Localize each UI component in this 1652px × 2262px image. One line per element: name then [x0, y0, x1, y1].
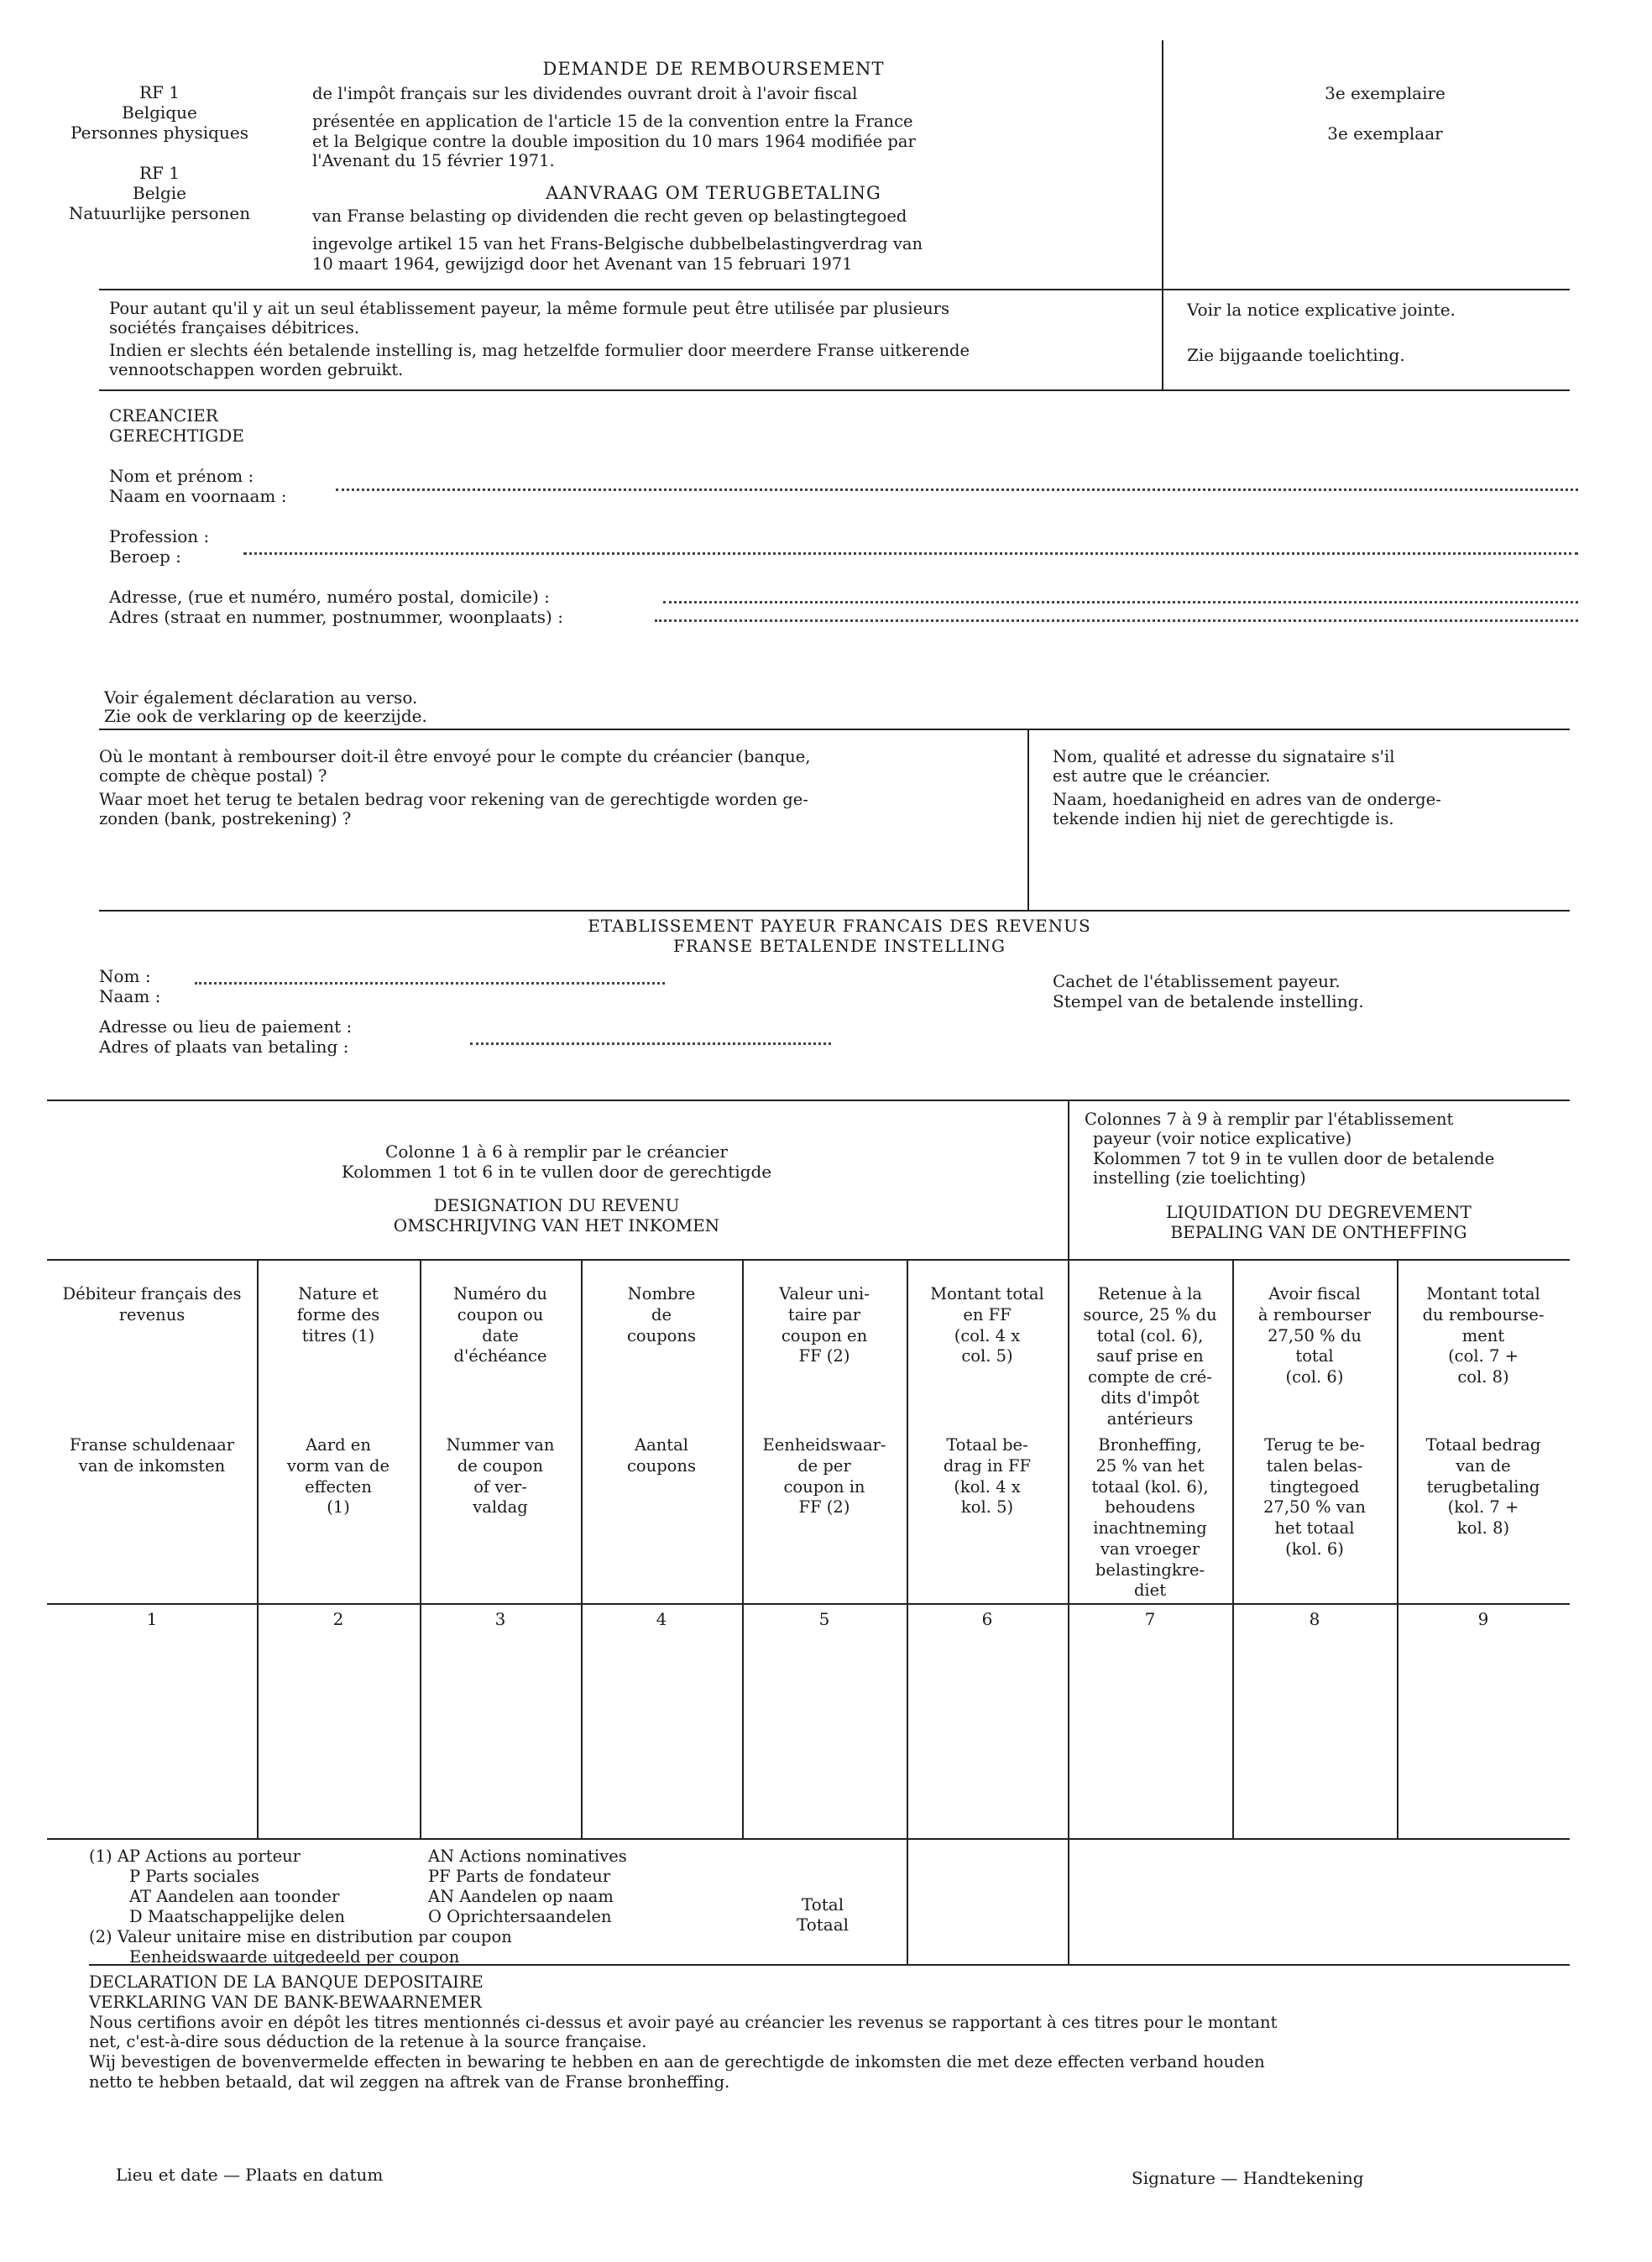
column-9-header-nl-line: Totaal bedrag	[1425, 1435, 1541, 1455]
agent-stamp-nl: Stempel van de betalende instelling.	[1053, 991, 1364, 1011]
column-9-header-fr-line: (col. 7 +	[1448, 1346, 1519, 1366]
column-5-header-nl-line: de per	[797, 1455, 851, 1476]
column-7-header-fr-line: antérieurs	[1106, 1408, 1194, 1429]
column-7-header-fr-line: Retenue à la	[1097, 1284, 1203, 1303]
column-3-header-nl-line: de coupon	[457, 1455, 544, 1476]
column-number-1: 1	[146, 1609, 158, 1629]
column-5-header-nl	[745, 1435, 903, 1518]
payment-question	[99, 747, 1014, 829]
signatory-fr-line-1: Nom, qualité et adresse du signataire s'il	[1053, 747, 1395, 766]
person-type-nl: Natuurlijke personen	[68, 203, 251, 223]
left-head-nl: Kolommen 1 tot 6 in te vullen door de gerechtigde	[341, 1162, 772, 1182]
declaration-title-fr: DECLARATION DE LA BANQUE DEPOSITAIRE	[89, 1972, 484, 1992]
title-fr-line-2: présentée en application de l'article 15 de la convention entre la France	[312, 112, 913, 132]
rule-payment-bottom	[99, 910, 1570, 912]
column-8-header-fr-line: Avoir fiscal	[1268, 1284, 1361, 1303]
column-6-header-fr-line: (col. 4 x	[954, 1325, 1021, 1345]
column-2-header-fr-line: titres (1)	[301, 1325, 375, 1345]
right-sub-fr: LIQUIDATION DU DEGREVEMENT	[1166, 1202, 1472, 1222]
column-number-5: 5	[818, 1609, 830, 1629]
agent-address-label-fr: Adresse ou lieu de paiement :	[99, 1016, 353, 1037]
column-4-header-fr-line: de	[651, 1304, 672, 1324]
footnotes-bottom-rule	[89, 1964, 1570, 1966]
left-group-header	[47, 1141, 1066, 1235]
column-9-header-fr-line: du rembourse-	[1422, 1304, 1545, 1324]
footnote-2-fr: (2) Valeur unitaire mise en distribution par coupon	[89, 1927, 512, 1946]
column-7-header-fr-line: total (col. 6),	[1096, 1325, 1204, 1345]
column-8-header-nl-line: het totaal	[1274, 1518, 1355, 1538]
column-divider-2	[420, 1259, 421, 1838]
agent-name-label-nl: Naam :	[99, 986, 161, 1006]
where-fr-line-1: Où le montant à rembourser doit-il être envoyé pour le compte du créancier (banque,	[99, 747, 811, 766]
title-nl-line-1: van Franse belasting op dividenden die recht geven op belastingtegoed	[312, 206, 907, 226]
column-8-header-nl-line: tingtegoed	[1269, 1476, 1360, 1497]
column-7-header-fr-line: compte de cré-	[1088, 1367, 1212, 1387]
agent-address-field[interactable]	[470, 1042, 831, 1045]
right-head-line-2: payeur (voir notice explicative)	[1093, 1129, 1352, 1149]
column-divider-7	[1232, 1259, 1234, 1838]
header-divider	[1162, 40, 1163, 389]
column-number-7: 7	[1144, 1609, 1156, 1629]
column-divider-4	[742, 1259, 744, 1838]
total-divider-right	[1068, 1838, 1069, 1964]
footnote-ap: (1) AP Actions au porteur	[89, 1847, 301, 1866]
column-7-header-nl-line: 25 % van het	[1095, 1455, 1205, 1476]
column-2-header-nl	[260, 1435, 416, 1518]
left-sub-fr: DESIGNATION DU REVENU	[433, 1195, 680, 1215]
signatory-box	[1053, 747, 1607, 829]
see-also-fr: Voir également déclaration au verso.	[104, 687, 418, 708]
profession-label-fr: Profession :	[109, 526, 210, 546]
column-3-header-fr-line: d'échéance	[453, 1346, 547, 1366]
column-8-header-fr-line: 27,50 % du	[1268, 1325, 1362, 1345]
copy-label-fr: 3e exemplaire	[1325, 83, 1446, 103]
notice-fr-line-1: Pour autant qu'il y ait un seul établissement payeur, la même formule peut être utilisée par plusieurs	[109, 299, 950, 318]
notice-fr-line-2: sociétés françaises débitrices.	[109, 318, 360, 337]
column-5-header-nl-line: coupon in	[783, 1476, 865, 1497]
paying-agent-title-fr: ETABLISSEMENT PAYEUR FRANCAIS DES REVENUS	[588, 916, 1091, 936]
form-code-nl: RF 1	[139, 163, 180, 183]
column-2-header-nl-line: (1)	[327, 1497, 350, 1518]
declaration-fr-line-1: Nous certifions avoir en dépôt les titres mentionnés ci-dessus et avoir payé au créancier les revenus se rapportant à ces titres pour le montant	[89, 2012, 1278, 2032]
declaration	[89, 1972, 1600, 2092]
creditor-title-nl: GERECHTIGDE	[109, 426, 244, 446]
column-9-header-fr-line: ment	[1461, 1325, 1505, 1345]
signatory-nl-line-1: Naam, hoedanigheid en adres van de onderge-	[1053, 789, 1441, 809]
footnote-p: P Parts sociales	[129, 1867, 259, 1886]
column-1-header-nl	[50, 1435, 254, 1477]
declaration-nl-line-2: netto te hebben betaald, dat wil zeggen na aftrek van de Franse bronheffing.	[89, 2071, 730, 2092]
column-number-3: 3	[494, 1609, 506, 1629]
right-sub-nl: BEPALING VAN DE ONTHEFFING	[1170, 1222, 1467, 1242]
column-9-header-fr	[1400, 1284, 1566, 1388]
column-7-header-nl-line: inachtneming	[1093, 1518, 1207, 1538]
column-6-header-nl-line: drag in FF	[943, 1455, 1032, 1476]
column-6-header-nl-line: kol. 5)	[960, 1497, 1014, 1518]
copy-label-nl: 3e exemplaar	[1327, 123, 1443, 144]
title-nl: AANVRAAG OM TERUGBETALING	[546, 183, 881, 203]
column-3-header-nl-line: of ver-	[473, 1476, 527, 1497]
column-7-header-fr-line: dits d'impôt	[1100, 1387, 1200, 1408]
address-field-1[interactable]	[663, 601, 1578, 603]
country-nl: Belgie	[133, 183, 186, 203]
column-3-header-nl-line: valdag	[473, 1497, 528, 1518]
column-6-header-fr-line: Montant total	[930, 1284, 1044, 1303]
column-8-header-fr	[1236, 1284, 1393, 1388]
column-9-header-nl	[1400, 1435, 1566, 1539]
column-9-header-fr-line: Montant total	[1426, 1284, 1540, 1303]
column-1-header-fr-line: revenus	[118, 1304, 186, 1324]
column-2-header-fr-line: Nature et	[298, 1284, 379, 1303]
creditor-title-fr: CREANCIER	[109, 405, 218, 426]
rule-creditor-bottom	[99, 729, 1570, 730]
column-3-entry-cell[interactable]	[421, 1637, 579, 1835]
column-8-header-fr-line: à rembourser	[1257, 1304, 1372, 1324]
address-field-2[interactable]	[655, 619, 1578, 622]
column-1-header-fr-line: Débiteur français des	[62, 1284, 242, 1303]
column-3-header-fr-line: date	[482, 1325, 519, 1345]
signatory-nl-line-2: tekende indien hij niet de gerechtigde is.	[1053, 809, 1394, 829]
signature-label: Signature — Handtekening	[1132, 2168, 1364, 2188]
see-notice-fr: Voir la notice explicative jointe.	[1187, 300, 1456, 320]
rule-notice-bottom	[99, 389, 1570, 391]
name-label-nl: Naam en voornaam :	[109, 486, 287, 506]
column-4-header-fr-line: Nombre	[627, 1284, 696, 1303]
column-5-header-nl-line: FF (2)	[798, 1497, 850, 1518]
column-6-header-fr-line: col. 5)	[961, 1346, 1013, 1366]
column-5-header-fr	[745, 1284, 903, 1367]
column-5-header-fr-line: Valeur uni-	[779, 1284, 870, 1303]
column-4-header-nl-line: coupons	[626, 1455, 696, 1476]
column-7-header-nl-line: behoudens	[1105, 1497, 1195, 1518]
column-8-header-nl-line: 27,50 % van	[1263, 1497, 1366, 1518]
column-7-header-nl	[1071, 1435, 1229, 1601]
country-fr: Belgique	[122, 102, 197, 123]
column-7-entry-cell[interactable]	[1069, 1637, 1231, 1835]
column-4-entry-cell[interactable]	[583, 1637, 740, 1835]
column-8-header-nl-line: talen belas-	[1266, 1455, 1363, 1476]
table-top-rule	[47, 1100, 1570, 1101]
column-8-header-fr-line: total	[1295, 1346, 1334, 1366]
total-label-fr: Total	[801, 1894, 844, 1915]
footnote-2-nl: Eenheidswaarde uitgedeeld per coupon	[129, 1946, 460, 1967]
payment-divider	[1027, 730, 1029, 910]
table-body-bottom-rule	[47, 1838, 1570, 1840]
profession-label-nl: Beroep :	[109, 546, 181, 567]
column-number-8: 8	[1309, 1609, 1320, 1629]
rule-header-bottom	[99, 289, 1570, 290]
column-4-header-fr	[584, 1284, 739, 1346]
column-9-header-nl-line: kol. 8)	[1456, 1518, 1510, 1538]
right-head-line-3: Kolommen 7 tot 9 in te vullen door de betalende	[1093, 1148, 1495, 1168]
column-2-entry-cell[interactable]	[259, 1637, 418, 1835]
column-8-header-fr-line: (col. 6)	[1285, 1367, 1344, 1387]
see-also-nl: Zie ook de verklaring op de keerzijde.	[104, 706, 427, 726]
title-fr-line-1: de l'impôt français sur les dividendes ouvrant droit à l'avoir fiscal	[312, 84, 858, 103]
column-3-header-fr	[423, 1284, 578, 1367]
column-9-entry-cell[interactable]	[1398, 1637, 1568, 1835]
column-7-header-nl-line: totaal (kol. 6),	[1091, 1476, 1209, 1497]
column-4-header-nl-line: Aantal	[635, 1435, 688, 1455]
column-6-header-nl-line: (kol. 4 x	[954, 1476, 1021, 1497]
column-9-header-nl-line: van de	[1456, 1455, 1511, 1476]
right-head-line-1: Colonnes 7 à 9 à remplir par l'établissement	[1085, 1110, 1454, 1129]
column-1-entry-cell[interactable]	[49, 1637, 255, 1835]
title-fr: DEMANDE DE REMBOURSEMENT	[542, 59, 885, 79]
agent-name-field[interactable]	[195, 982, 665, 985]
left-sub-nl: OMSCHRIJVING VAN HET INKOMEN	[393, 1215, 720, 1235]
footnote-o: O Oprichtersaandelen	[428, 1907, 612, 1926]
column-6-entry-cell[interactable]	[908, 1637, 1066, 1835]
where-fr-line-2: compte de chèque postal) ?	[99, 766, 327, 786]
declaration-nl-line-1: Wij bevestigen de bovenvermelde effecten in bewaring te hebben en aan de gerechtigde de inkomsten die met deze effecten verband houden	[89, 2052, 1265, 2072]
column-7-header-nl-line: Bronheffing,	[1098, 1435, 1202, 1455]
column-5-header-nl-line: Eenheidswaar-	[762, 1435, 886, 1455]
column-2-header-nl-line: effecten	[305, 1476, 372, 1497]
column-7-header-fr-line: source, 25 % du	[1083, 1304, 1217, 1324]
column-3-header-fr-line: coupon ou	[457, 1304, 544, 1324]
column-7-header-fr	[1071, 1284, 1229, 1429]
title-nl-line-3: 10 maart 1964, gewijzigd door het Avenant van 15 februari 1971	[312, 253, 853, 274]
profession-field[interactable]	[243, 552, 1578, 555]
column-9-header-nl-line: terugbetaling	[1426, 1476, 1540, 1497]
column-3-header-nl	[423, 1435, 578, 1518]
title-nl-line-2: ingevolge artikel 15 van het Frans-Belgische dubbelbelastingverdrag van	[312, 234, 923, 254]
column-8-header-nl	[1236, 1435, 1393, 1560]
column-9-header-fr-line: col. 8)	[1457, 1367, 1509, 1387]
footnotes	[89, 1847, 761, 1967]
column-6-header-fr-line: en FF	[963, 1304, 1012, 1324]
column-7-header-nl-line: belastingkre-	[1095, 1559, 1205, 1580]
footnote-pf: PF Parts de fondateur	[428, 1867, 611, 1886]
address-label-nl: Adres (straat en nummer, postnummer, woonplaats) :	[109, 607, 563, 627]
column-number-6: 6	[981, 1609, 993, 1629]
column-6-header-nl	[910, 1435, 1064, 1518]
column-1-header-nl-line: Franse schuldenaar	[69, 1435, 235, 1455]
column-number-4: 4	[656, 1609, 667, 1629]
agent-stamp-fr: Cachet de l'établissement payeur.	[1053, 971, 1341, 991]
left-head-fr: Colonne 1 à 6 à remplir par le créancier	[385, 1141, 728, 1162]
declaration-fr-line-2: net, c'est-à-dire sous déduction de la retenue à la source française.	[89, 2032, 647, 2052]
column-2-header-fr	[260, 1284, 416, 1346]
right-group-sub	[1068, 1202, 1570, 1242]
column-7-header-nl-line: diet	[1133, 1580, 1167, 1601]
column-2-header-nl-line: Aard en	[306, 1435, 371, 1455]
column-5-header-fr-line: coupon en	[781, 1325, 868, 1345]
column-8-header-nl-line: (kol. 6)	[1285, 1538, 1344, 1559]
column-8-header-nl-line: Terug te be-	[1264, 1435, 1365, 1455]
column-8-entry-cell[interactable]	[1234, 1637, 1395, 1835]
declaration-title-nl: VERKLARING VAN DE BANK-BEWAARNEMER	[89, 1992, 482, 2012]
agent-name-label-fr: Nom :	[99, 966, 151, 986]
see-notice-nl: Zie bijgaande toelichting.	[1187, 345, 1405, 365]
column-1-header-fr	[50, 1284, 254, 1326]
column-2-header-nl-line: vorm van de	[286, 1455, 390, 1476]
column-divider-5	[907, 1259, 908, 1838]
column-7-header-fr-line: sauf prise en	[1096, 1346, 1204, 1366]
column-divider-3	[581, 1259, 583, 1838]
column-2-header-fr-line: forme des	[296, 1304, 380, 1324]
total-divider-left	[907, 1838, 908, 1964]
footnote-an: AN Actions nominatives	[428, 1847, 627, 1866]
notice-nl-line-1: Indien er slechts één betalende instelling is, mag hetzelfde formulier door meerdere Franse uitkerende	[109, 341, 970, 360]
title-fr-line-4: l'Avenant du 15 février 1971.	[312, 151, 555, 171]
person-type-fr: Personnes physiques	[71, 123, 248, 143]
column-header-top-rule	[47, 1259, 1570, 1261]
column-4-header-fr-line: coupons	[626, 1325, 696, 1345]
column-divider-6	[1068, 1100, 1069, 1838]
column-9-header-nl-line: (kol. 7 +	[1447, 1497, 1519, 1518]
right-group-header	[1085, 1110, 1571, 1188]
column-5-header-fr-line: FF (2)	[798, 1346, 850, 1366]
column-6-header-fr	[910, 1284, 1064, 1367]
column-7-header-nl-line: van vroeger	[1100, 1538, 1200, 1559]
footnote-at: AT Aandelen aan toonder	[129, 1887, 340, 1906]
column-numbers-rule	[47, 1603, 1570, 1605]
column-number-2: 2	[332, 1609, 344, 1629]
total-label-nl: Totaal	[796, 1915, 850, 1935]
name-field[interactable]	[336, 488, 1578, 491]
where-nl-line-2: zonden (bank, postrekening) ?	[99, 809, 352, 829]
notice-text	[109, 299, 1150, 379]
name-label-fr: Nom et prénom :	[109, 466, 254, 486]
agent-address-label-nl: Adres of plaats van betaling :	[99, 1037, 349, 1057]
form-code-fr: RF 1	[139, 82, 180, 102]
paying-agent-title-nl: FRANSE BETALENDE INSTELLING	[673, 936, 1006, 956]
title-fr-line-3: et la Belgique contre la double imposition du 10 mars 1964 modifiée par	[312, 131, 916, 151]
column-5-header-fr-line: taire par	[787, 1304, 861, 1324]
column-number-9: 9	[1477, 1609, 1489, 1629]
column-3-header-fr-line: Numéro du	[453, 1284, 547, 1303]
column-1-header-nl-line: van de inkomsten	[78, 1455, 226, 1476]
place-date-label: Lieu et date — Plaats en datum	[116, 2165, 384, 2185]
column-divider-1	[257, 1259, 259, 1838]
footnote-d: D Maatschappelijke delen	[129, 1907, 345, 1926]
notice-nl-line-2: vennootschappen worden gebruikt.	[109, 360, 404, 379]
where-nl-line-1: Waar moet het terug te betalen bedrag voor rekening van de gerechtigde worden ge-	[99, 789, 808, 809]
address-label-fr: Adresse, (rue et numéro, numéro postal, domicile) :	[109, 587, 550, 607]
signatory-fr-line-2: est autre que le créancier.	[1053, 766, 1271, 786]
column-5-entry-cell[interactable]	[744, 1637, 905, 1835]
column-3-header-nl-line: Nummer van	[446, 1435, 555, 1455]
column-6-header-nl-line: Totaal be-	[946, 1435, 1028, 1455]
footnote-an-nl: AN Aandelen op naam	[428, 1887, 614, 1906]
column-divider-8	[1397, 1259, 1398, 1838]
column-4-header-nl	[584, 1435, 739, 1477]
right-head-line-4: instelling (zie toelichting)	[1093, 1168, 1306, 1188]
